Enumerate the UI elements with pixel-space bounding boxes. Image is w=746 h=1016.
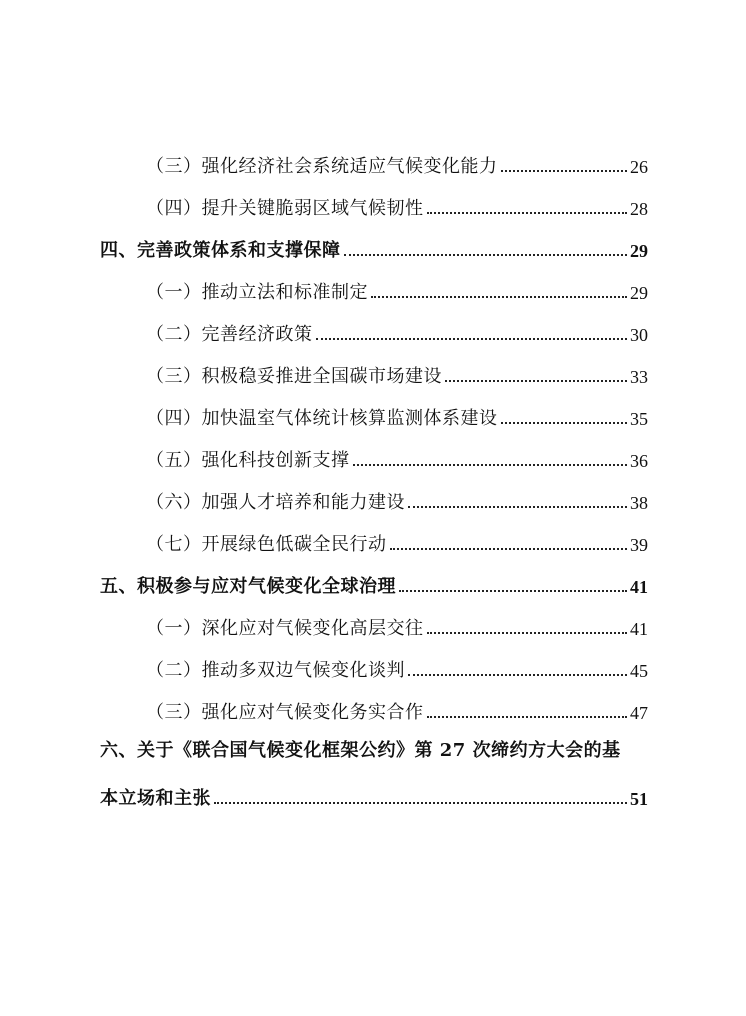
- toc-entry[interactable]: [146, 444, 648, 472]
- toc-entry-title: （二）推动多双边气候变化谈判: [146, 660, 405, 681]
- toc-entry-title: 五、积极参与应对气候变化全球治理: [100, 576, 396, 597]
- toc-entry-title: 四、完善政策体系和支撑保障: [100, 240, 341, 261]
- dot-leader: [408, 674, 627, 676]
- dot-leader: [445, 380, 627, 382]
- toc-entry-page: 47: [630, 703, 648, 723]
- toc-entry-page: 41: [630, 619, 648, 639]
- dot-leader: [427, 212, 628, 214]
- toc-entry[interactable]: [146, 276, 648, 304]
- toc-entry-title: （三）积极稳妥推进全国碳市场建设: [146, 366, 442, 387]
- toc-entry-title: （七）开展绿色低碳全民行动: [146, 534, 387, 555]
- dot-leader: [344, 254, 628, 256]
- toc-section-entry-line1[interactable]: [100, 740, 648, 762]
- toc-entry[interactable]: [146, 612, 648, 640]
- toc-entry-title: （一）推动立法和标准制定: [146, 282, 368, 303]
- toc-entry[interactable]: [146, 528, 648, 556]
- toc-entry-title: （六）加强人才培养和能力建设: [146, 492, 405, 513]
- dot-leader: [214, 802, 627, 804]
- toc-entry-page: 45: [630, 661, 648, 681]
- toc-entry-page: 33: [630, 367, 648, 387]
- toc-entry-page: 51: [630, 789, 648, 809]
- dot-leader: [390, 548, 628, 550]
- toc-entry-title: 六、关于《联合国气候变化框架公约》第 27 次缔约方大会的基: [100, 740, 621, 761]
- toc-entry[interactable]: [146, 150, 648, 178]
- toc-entry-title: （三）强化经济社会系统适应气候变化能力: [146, 156, 498, 177]
- toc-entry[interactable]: [146, 654, 648, 682]
- toc-entry-title: （四）加快温室气体统计核算监测体系建设: [146, 408, 498, 429]
- toc-entry-title: （一）深化应对气候变化高层交往: [146, 618, 424, 639]
- dot-leader: [316, 338, 628, 340]
- toc-section-entry[interactable]: [100, 234, 648, 262]
- dot-leader: [501, 170, 628, 172]
- dot-leader: [371, 296, 627, 298]
- toc-entry-page: 36: [630, 451, 648, 471]
- toc-entry-page: 41: [630, 577, 648, 597]
- toc-entry[interactable]: [146, 318, 648, 346]
- toc-entry-title: （二）完善经济政策: [146, 324, 313, 345]
- toc-entry-title: （五）强化科技创新支撑: [146, 450, 350, 471]
- toc-entry-title: （三）强化应对气候变化务实合作: [146, 702, 424, 723]
- toc-entry[interactable]: [146, 360, 648, 388]
- toc-section-entry[interactable]: [100, 570, 648, 598]
- toc-section-entry[interactable]: [100, 782, 648, 810]
- dot-leader: [399, 590, 627, 592]
- toc-entry-page: 39: [630, 535, 648, 555]
- toc-entry[interactable]: [146, 192, 648, 220]
- toc-entry-page: 35: [630, 409, 648, 429]
- dot-leader: [501, 422, 628, 424]
- toc-entry[interactable]: [146, 696, 648, 724]
- dot-leader: [353, 464, 628, 466]
- toc-entry-title: 本立场和主张: [100, 788, 211, 809]
- toc-entry[interactable]: [146, 402, 648, 430]
- toc-entry-page: 29: [630, 241, 648, 261]
- toc-entry-page: 29: [630, 283, 648, 303]
- toc-entry-page: 30: [630, 325, 648, 345]
- toc-entry[interactable]: [146, 486, 648, 514]
- toc-entry-page: 28: [630, 199, 648, 219]
- dot-leader: [427, 632, 628, 634]
- toc-entry-page: 38: [630, 493, 648, 513]
- toc-entry-title: （四）提升关键脆弱区域气候韧性: [146, 198, 424, 219]
- toc-entry-page: 26: [630, 157, 648, 177]
- dot-leader: [408, 506, 627, 508]
- dot-leader: [427, 716, 628, 718]
